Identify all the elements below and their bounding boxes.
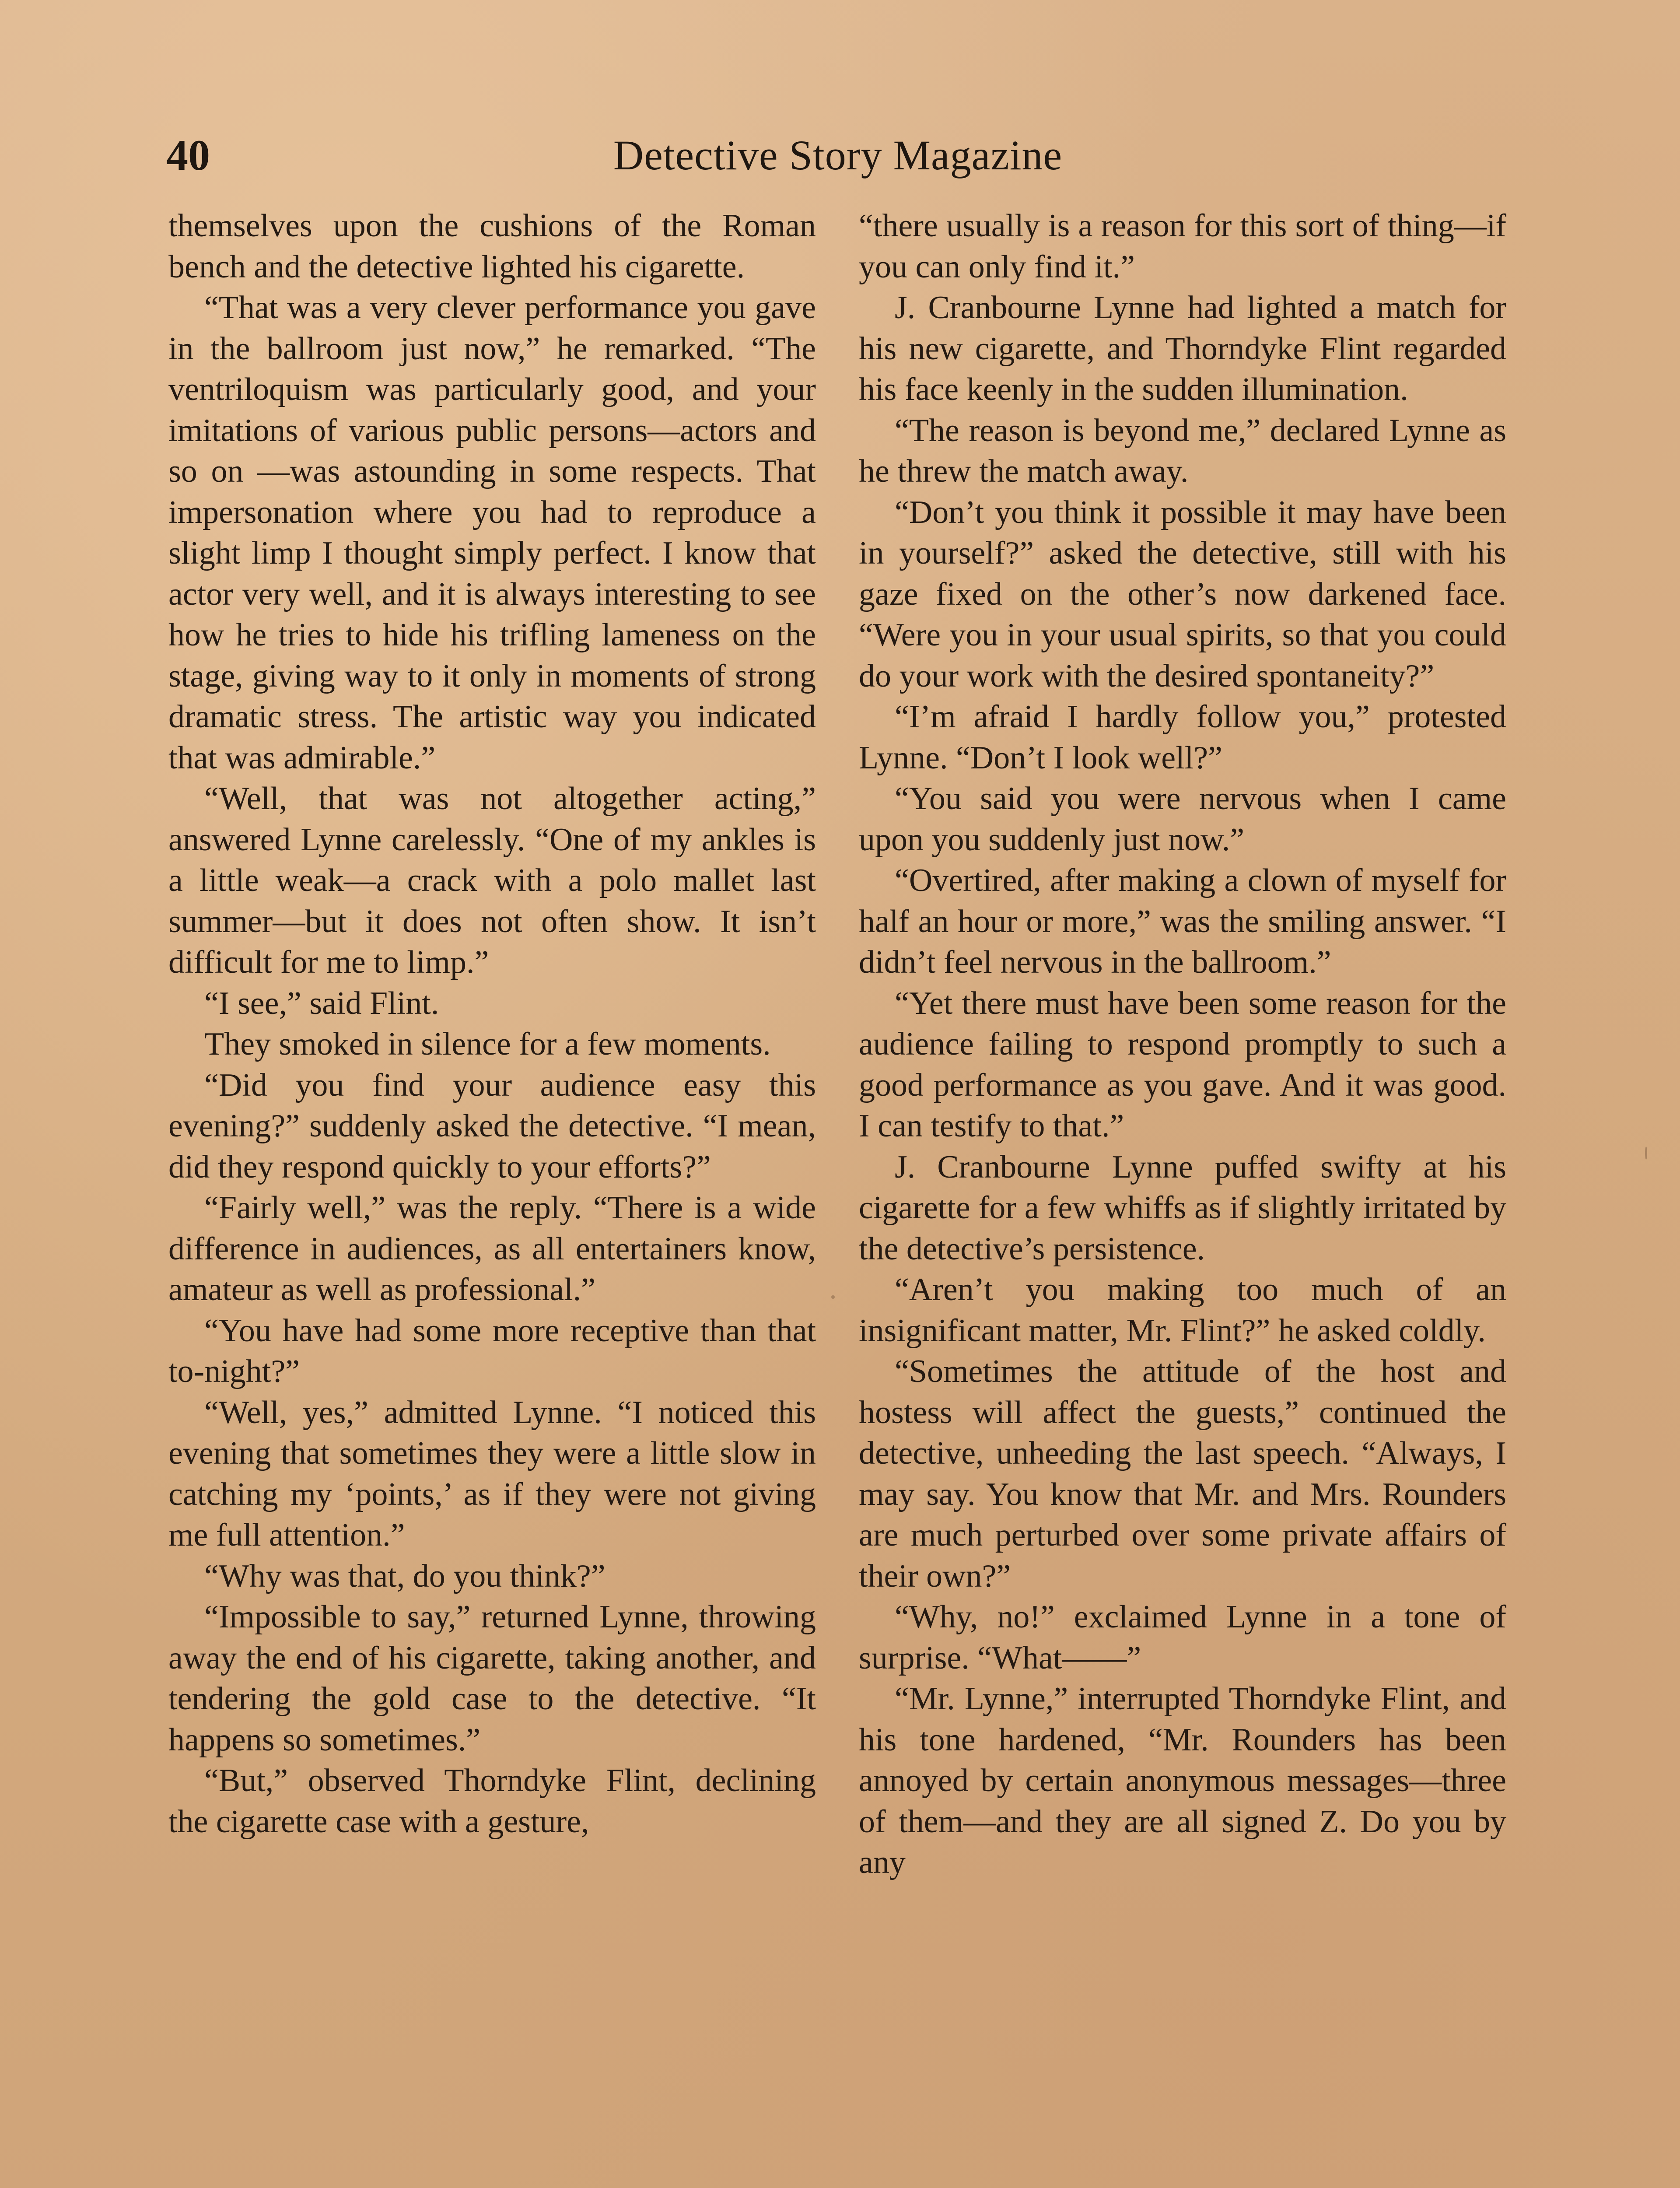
paragraph: “Impossible to say,” returned Lynne, throwing away the end of his cigarette, taking another, and tendering the gold case to the detective. “It happens so sometimes.” [168,1599,816,1758]
paragraph: “Overtired, after making a clown of myself for half an hour or more,” was the smiling answer. “I didn’t feel nervous in the ballroom.” [859,863,1506,980]
paragraph: “I see,” said Flint. [204,985,439,1021]
left-column [168,206,816,1842]
paragraph: “Yet there must have been some reason for the audience failing to respond promptly to such a good performance as you gave. And it was good. I can testify to that.” [859,985,1506,1144]
paragraph: “Don’t you think it possible it may have been in yourself?” asked the detective, still with his gaze fixed on the other’s now darkened face. “Were you in your usual spirits, so that you could do your work with the desired spontaneity?” [859,494,1506,694]
paragraph: “Why was that, do you think?” [204,1558,606,1594]
paragraph: “But,” observed Thorndyke Flint, declining the cigarette case with a gesture, [168,1763,816,1840]
paragraph: “Aren’t you making too much of an insignificant matter, Mr. Flint?” he asked coldly. [859,1272,1506,1349]
paragraph: “Fairly well,” was the reply. “There is a wide difference in audiences, as all entertainers know, amateur as well as professional.” [168,1190,816,1308]
paragraph: “The reason is beyond me,” declared Lynne as he threw the match away. [859,412,1506,489]
paragraph: “Sometimes the attitude of the host and hostess will affect the guests,” continued the detective, unheeding the last speech. “Always, I may say. You know that Mr. and Mrs. Rounders are much perturbed over some private affairs of their own?” [859,1353,1506,1594]
paragraph: “Why, no!” exclaimed Lynne in a tone of surprise. “What——” [859,1599,1506,1676]
paper-speck [831,1295,835,1299]
paper-speck [1645,1147,1647,1160]
right-column [859,206,1506,1883]
running-title: Detective Story Magazine [613,132,1063,179]
paragraph: “Mr. Lynne,” interrupted Thorndyke Flint, and his tone hardened, “Mr. Rounders has been annoyed by certain anonymous messages—three of them—and they are all signed Z. Do you by any [859,1681,1506,1880]
paragraph: “You said you were nervous when I came upon you suddenly just now.” [859,781,1506,858]
paragraph: “Well, yes,” admitted Lynne. “I noticed this evening that sometimes they were a little slow in catching my ‘points,’ as if they were not giving me full attention.” [168,1394,816,1553]
paragraph: “Well, that was not altogether acting,” answered Lynne carelessly. “One of my ankles is a little weak—a crack with a polo mallet last summer—but it does not often show. It isn’t difficult for me to limp.” [168,781,816,980]
paragraph: “That was a very clever performance you gave in the ballroom just now,” he remarked. “The ventriloquism was particularly good, and your imitations of various public persons—actors and so on —was astounding in some respects. That impersonation where you had to reproduce a slight limp I thought simply perfect. I know that actor very well, and it is always interesting to see how he tries to hide his trifling lameness on the stage, giving way to it only in moments of strong dramatic stress. The artistic way you indicated that was admirable.” [168,290,816,776]
paragraph: J. Cranbourne Lynne had lighted a match for his new cigarette, and Thorndyke Flint regarded his face keenly in the sudden illumination. [859,290,1506,407]
paragraph: “there usually is a reason for this sort of thing—if you can only find it.” [859,208,1506,285]
paragraph: They smoked in silence for a few moments. [204,1026,771,1062]
paragraph: “I’m afraid I hardly follow you,” protested Lynne. “Don’t I look well?” [859,699,1506,776]
paragraph: J. Cranbourne Lynne puffed swifty at his cigarette for a few whiffs as if slightly irritated by the detective’s persistence. [859,1149,1506,1267]
paragraph: “You have had some more receptive than that to-night?” [168,1312,816,1389]
page-number: 40 [166,131,210,179]
paragraph: “Did you find your audience easy this evening?” suddenly asked the detective. “I mean, did they respond quickly to your efforts?” [168,1067,816,1185]
paragraph: themselves upon the cushions of the Roman bench and the detective lighted his cigarette. [168,208,816,285]
page-header [166,127,1509,184]
